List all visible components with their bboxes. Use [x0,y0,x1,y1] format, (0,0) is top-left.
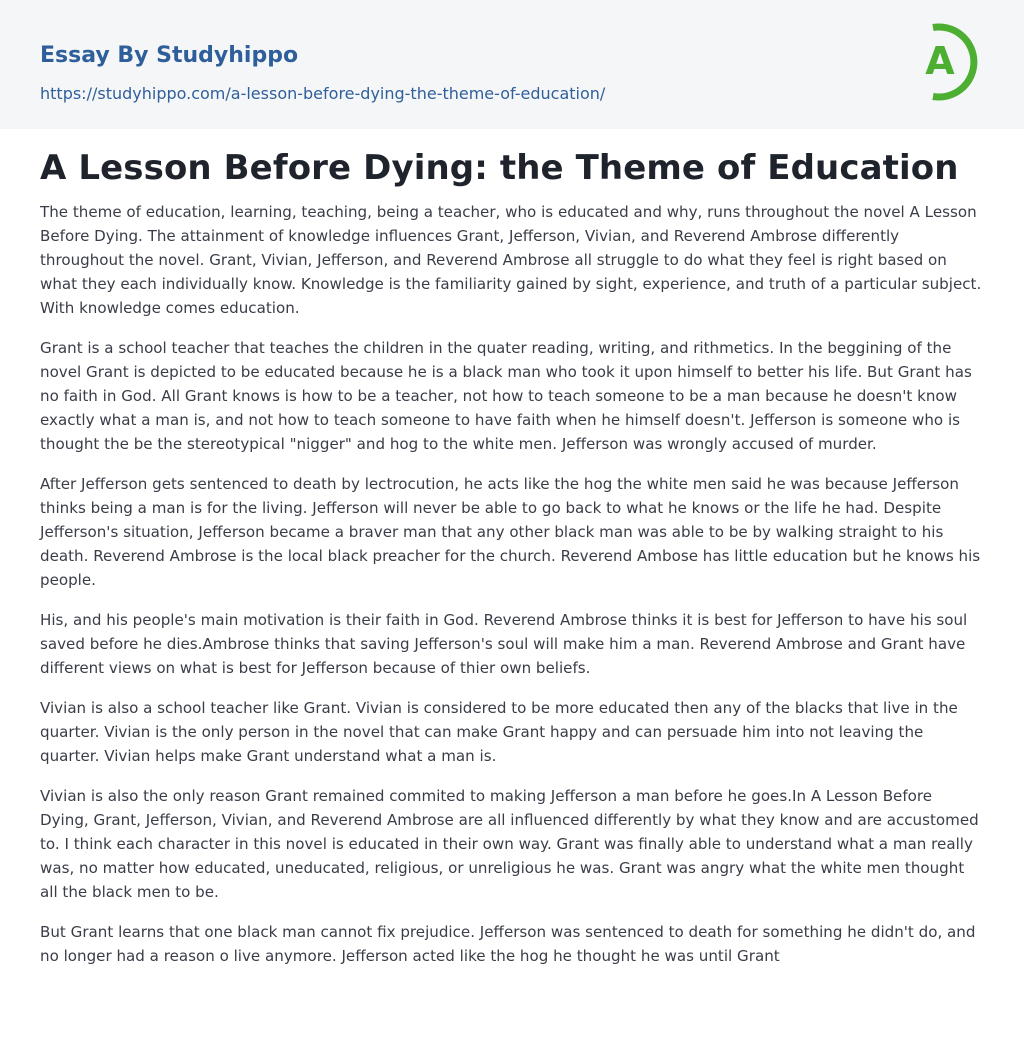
essay-paragraph: The theme of education, learning, teaching, being a teacher, who is educated and why, runs throughout the novel A Lesson Before Dying. The attainment of knowledge influences Grant, Jefferson, Vivian, and Reverend Ambrose differently throughout the novel. Grant, Vivian, Jefferson, and Reverend Ambrose all struggle to do what they feel is right based on what they each individually know. Knowledge is the familiarity gained by sight, experience, and truth of a particular subject. With knowledge comes education. [40,203,982,317]
essay-paragraph: His, and his people's main motivation is their faith in God. Reverend Ambrose thinks it is best for Jefferson to have his soul saved before he dies.Ambrose thinks that saving Jefferson's soul will make him a man. Reverend Ambrose and Grant have different views on what is best for Jefferson because of thier own beliefs. [40,611,968,677]
logo-letter: A [925,39,955,83]
essay-content [0,146,1024,968]
essay-url-link[interactable]: https://studyhippo.com/a-lesson-before-dying-the-theme-of-education/ [40,84,606,103]
studyhippo-logo-icon[interactable] [912,19,986,105]
brand-title: Essay By Studyhippo [40,43,299,68]
essay-paragraph: But Grant learns that one black man cannot fix prejudice. Jefferson was sentenced to death for something he didn't do, and no longer had a reason o live anymore. Jefferson acted like the hog he thought he was until Grant [40,923,976,965]
essay-paragraph: Vivian is also a school teacher like Grant. Vivian is considered to be more educated then any of the blacks that live in the quarter. Vivian is the only person in the novel that can make Grant happy and can persuade him into not leaving the quarter. Vivian helps make Grant understand what a man is. [40,699,958,765]
site-header [0,0,1024,129]
essay-paragraph: Vivian is also the only reason Grant remained commited to making Jefferson a man before he goes.In A Lesson Before Dying, Grant, Jefferson, Vivian, and Reverend Ambrose are all influenced differently by what they know and are accustomed to. I think each character in this novel is educated in their own way. Grant was finally able to understand what a man really was, no matter how educated, uneducated, religious, or unreligious he was. Grant was angry what the white men thought all the black men to be. [40,787,979,901]
essay-title: A Lesson Before Dying: the Theme of Education [40,148,959,188]
essay-paragraph: After Jefferson gets sentenced to death by lectrocution, he acts like the hog the white men said he was because Jefferson thinks being a man is for the living. Jefferson will never be able to go back to what he knows or the life he had. Despite Jefferson's situation, Jefferson became a braver man that any other black man was able to be by walking straight to his death. Reverend Ambrose is the local black preacher for the church. Reverend Ambose has little education but he knows his people. [40,475,981,589]
essay-paragraph: Grant is a school teacher that teaches the children in the quater reading, writing, and rithmetics. In the beggining of the novel Grant is depicted to be educated because he is a black man who took it upon himself to better his life. But Grant has no faith in God. All Grant knows is how to be a teacher, not how to teach someone to be a man because he doesn't know exactly what a man is, and not how to teach someone to have faith when he himself doesn't. Jefferson is someone who is thought the be the stereotypical "nigger" and hog to the white men. Jefferson was wrongly accused of murder. [40,339,972,453]
